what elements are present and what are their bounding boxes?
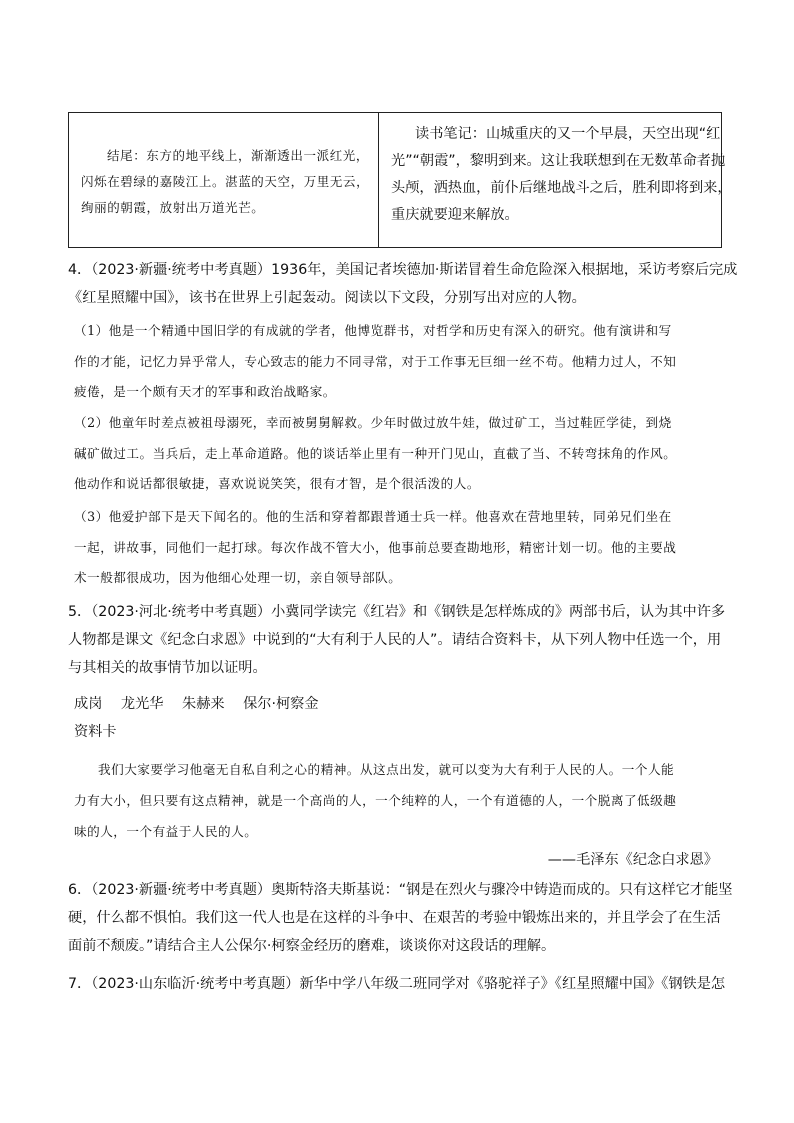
note-line: 读书笔记：山城重庆的又一个早晨，天空出现“红 — [415, 126, 721, 142]
question-4-stem — [68, 256, 738, 312]
passage-line: 碱矿做过工。当兵后，走上革命道路。他的谈话举止里有一种开门见山，直截了当、不转弯抹角的作风。 — [74, 445, 677, 461]
note-line: 头颅，洒热血，前仆后继地战斗之后，胜利即将到来， — [391, 180, 732, 196]
character-options — [74, 692, 333, 716]
question-4-passage-2 — [74, 408, 724, 500]
question-7-stem — [68, 970, 728, 998]
passage-line: 一起，讲故事，同他们一起打球。每次作战不管大小，他事前总要查勘地形，精密计划一切。他的主要战 — [74, 539, 677, 555]
question-5-stem — [68, 598, 728, 682]
excerpt-line: 闪烁在碧绿的嘉陵江上。湛蓝的天空，万里无云， — [81, 174, 370, 189]
character-option: 龙光华 — [120, 696, 164, 712]
excerpt-text — [81, 143, 368, 221]
question-4-passage-3 — [74, 502, 724, 594]
reading-note-text — [391, 121, 732, 229]
card-line: 我们大家要学习他毫无自私自利之心的精神。从这点出发，就可以变为大有利于人民的人。一个人能 — [98, 762, 675, 777]
stem-line: 5．（2023·河北·统考中考真题）小冀同学读完《红岩》和《钢铁是怎样炼成的》两部书后，认为其中许多 — [68, 604, 726, 620]
character-option: 保尔·柯察金 — [243, 696, 319, 712]
passage-line: （2）他童年时差点被祖母溺死，幸而被舅舅解救。少年时做过放牛娃，做过矿工，当过鞋匠学徒，到烧 — [74, 415, 672, 430]
character-option: 朱赫来 — [182, 696, 225, 712]
material-card-title: 资料卡 — [74, 724, 117, 740]
note-line: 光”“朝霞”，黎明到来。这让我联想到在无数革命者抛 — [391, 153, 726, 169]
stem-line: 面前不颓废。”请结合主人公保尔·柯察金经历的磨难，谈谈你对这段话的理解。 — [68, 938, 556, 954]
passage-line: 疲倦，是一个颇有天才的军事和政治战略家。 — [74, 384, 336, 399]
stem-line: 《红星照耀中国》，该书在世界上引起轰动。阅读以下文段，分别写出对应的人物。 — [68, 290, 586, 306]
passage-line: 他动作和说话都很敏捷，喜欢说说笑笑，很有才智，是个很活泼的人。 — [74, 476, 480, 491]
stem-line: 4．（2023·新疆·统考中考真题）1936年，美国记者埃德加·斯诺冒着生命危险深入根据地，采访考察后完成 — [68, 262, 738, 278]
card-line: 味的人，一个有益于人民的人。 — [74, 824, 258, 839]
excerpt-line: 绚丽的朝霞，放射出万道光芒。 — [81, 200, 265, 215]
stem-line: 与其相关的故事情节加以证明。 — [68, 660, 267, 676]
excerpt-line: 结尾：东方的地平线上，渐渐透出一派红光， — [107, 148, 370, 163]
question-6-stem — [68, 876, 733, 960]
passage-line: 术一般都很成功，因为他细心处理一切，亲自领导部队。 — [74, 570, 402, 585]
material-card-body — [74, 754, 724, 847]
stem-line: 人物都是课文《纪念白求恩》中说到的“大有利于人民的人”。请结合资料卡，从下列人物中任选一个，用 — [68, 632, 722, 648]
passage-line: （3）他爱护部下是天下闻名的。他的生活和穿着都跟普通士兵一样。他喜欢在营地里转，同弟兄们坐在 — [74, 509, 672, 524]
stem-line: 6．（2023·新疆·统考中考真题）奥斯特洛夫斯基说：“钢是在烈火与骤冷中铸造而成的。只有这样它才能坚 — [68, 882, 733, 898]
excerpt-cell — [69, 113, 379, 247]
question-4-passage-1 — [74, 316, 724, 408]
note-line: 重庆就要迎来解放。 — [391, 207, 519, 223]
card-line: 力有大小，但只要有这点精神，就是一个高尚的人，一个纯粹的人，一个有道德的人，一个脱离了低级趣 — [74, 793, 677, 808]
reading-note-table — [68, 112, 732, 248]
passage-line: （1）他是一个精通中国旧学的有成就的学者，他博览群书，对哲学和历史有深入的研究。他有演讲和写 — [74, 323, 672, 338]
character-option: 成岗 — [74, 696, 103, 712]
stem-line: 硬，什么都不惧怕。我们这一代人也是在这样的斗争中、在艰苦的考验中锻炼出来的，并且学会了在生活 — [68, 910, 721, 926]
passage-line: 作的才能，记忆力异乎常人，专心致志的能力不同寻常，对于工作事无巨细一丝不苟。他精力过人，不知 — [74, 353, 677, 369]
stem-line: 7．（2023·山东临沂·统考中考真题）新华中学八年级二班同学对《骆驼祥子》《红星照耀中国》《钢铁是怎 — [68, 976, 726, 992]
reading-note-cell — [379, 113, 742, 247]
quote-source: ——毛泽东《纪念白求恩》 — [547, 852, 718, 868]
